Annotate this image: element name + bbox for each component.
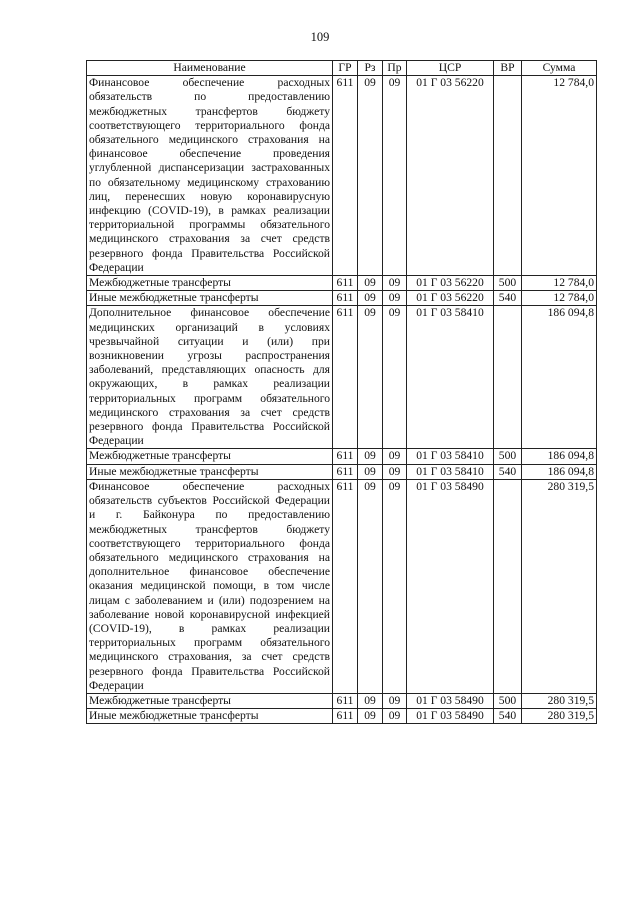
row-name: Межбюджетные трансферты [87,449,333,464]
page-number: 109 [310,30,330,44]
row-rz: 09 [358,276,383,291]
row-pr: 09 [383,306,407,449]
row-rz: 09 [358,306,383,449]
row-csr: 01 Г 03 58490 [407,693,494,708]
header-gr: ГР [333,61,358,76]
row-pr: 09 [383,276,407,291]
row-sum: 280 319,5 [522,693,597,708]
row-sum: 280 319,5 [522,709,597,724]
row-csr: 01 Г 03 58410 [407,464,494,479]
row-name: Межбюджетные трансферты [87,693,333,708]
header-row [87,61,597,76]
row-gr: 611 [333,76,358,276]
row-pr: 09 [383,76,407,276]
row-sum: 186 094,8 [522,464,597,479]
header-rz: Рз [358,61,383,76]
row-name: Межбюджетные трансферты [87,276,333,291]
header-vr: ВР [494,61,522,76]
row-vr [494,76,522,276]
row-sum: 186 094,8 [522,306,597,449]
row-sum: 12 784,0 [522,76,597,276]
row-rz: 09 [358,449,383,464]
row-pr: 09 [383,693,407,708]
row-name: Иные межбюджетные трансферты [87,464,333,479]
row-vr: 500 [494,276,522,291]
row-csr: 01 Г 03 58410 [407,449,494,464]
row-csr: 01 Г 03 58410 [407,306,494,449]
row-vr: 540 [494,291,522,306]
header-sum: Сумма [522,61,597,76]
table-row [87,276,597,291]
budget-table [86,60,597,724]
row-name: Дополнительное финансовое обеспечение медицинских организаций в условиях чрезвычайной ситуации и (или) при возникновении угрозы распространения заболеваний, представляющих опасность для окружающих, в рамках реализации территориальных программ обязательного медицинского страхования за счет средств резервного фонда Правительства Российской Федерации [87,306,333,449]
row-rz: 09 [358,464,383,479]
row-sum: 280 319,5 [522,479,597,693]
row-vr [494,479,522,693]
row-vr [494,306,522,449]
row-pr: 09 [383,479,407,693]
row-csr: 01 Г 03 56220 [407,291,494,306]
header-pr: Пр [383,61,407,76]
row-vr: 540 [494,464,522,479]
table-row [87,709,597,724]
row-gr: 611 [333,306,358,449]
row-gr: 611 [333,693,358,708]
table-row [87,449,597,464]
row-pr: 09 [383,464,407,479]
header-csr: ЦСР [407,61,494,76]
table-row [87,479,597,693]
row-name: Финансовое обеспечение расходных обязательств субъектов Российской Федерации и г. Байконура по предоставлению межбюджетных трансфертов бюджету соответствующего территориального фонда обязательного медицинского страхования на дополнительное финансовое обеспечение оказания медицинской помощи, в том числе лицам с заболеванием и (или) подозрением на заболевание новой коронавирусной инфекцией (COVID-19), в рамках реализации территориальных программ обязательного медицинского страхования, за счет средств резервного фонда Правительства Российской Федерации [87,479,333,693]
row-pr: 09 [383,709,407,724]
row-csr: 01 Г 03 56220 [407,276,494,291]
row-rz: 09 [358,693,383,708]
row-vr: 540 [494,709,522,724]
row-gr: 611 [333,464,358,479]
row-gr: 611 [333,479,358,693]
table-row [87,76,597,276]
table-body [87,76,597,724]
row-rz: 09 [358,291,383,306]
row-csr: 01 Г 03 58490 [407,709,494,724]
row-csr: 01 Г 03 58490 [407,479,494,693]
row-gr: 611 [333,449,358,464]
row-csr: 01 Г 03 56220 [407,76,494,276]
row-vr: 500 [494,693,522,708]
row-rz: 09 [358,76,383,276]
row-sum: 186 094,8 [522,449,597,464]
table-header [87,61,597,76]
row-gr: 611 [333,276,358,291]
table-row [87,464,597,479]
table-row [87,693,597,708]
row-sum: 12 784,0 [522,276,597,291]
row-gr: 611 [333,709,358,724]
row-vr: 500 [494,449,522,464]
row-gr: 611 [333,291,358,306]
row-name: Финансовое обеспечение расходных обязательств по предоставлению межбюджетных трансфертов бюджету соответствующего территориального фонда обязательного медицинского страхования на финансовое обеспечение проведения углубленной диспансеризации застрахованных по обязательному медицинскому страхованию лиц, перенесших новую коронавирусную инфекцию (COVID-19), в рамках реализации территориальной программы обязательного медицинского страхования за счет средств резервного фонда Правительства Российской Федерации [87,76,333,276]
table-row [87,306,597,449]
row-rz: 09 [358,709,383,724]
row-name: Иные межбюджетные трансферты [87,709,333,724]
row-pr: 09 [383,291,407,306]
row-rz: 09 [358,479,383,693]
header-name: Наименование [87,61,333,76]
row-pr: 09 [383,449,407,464]
row-name: Иные межбюджетные трансферты [87,291,333,306]
table-row [87,291,597,306]
row-sum: 12 784,0 [522,291,597,306]
